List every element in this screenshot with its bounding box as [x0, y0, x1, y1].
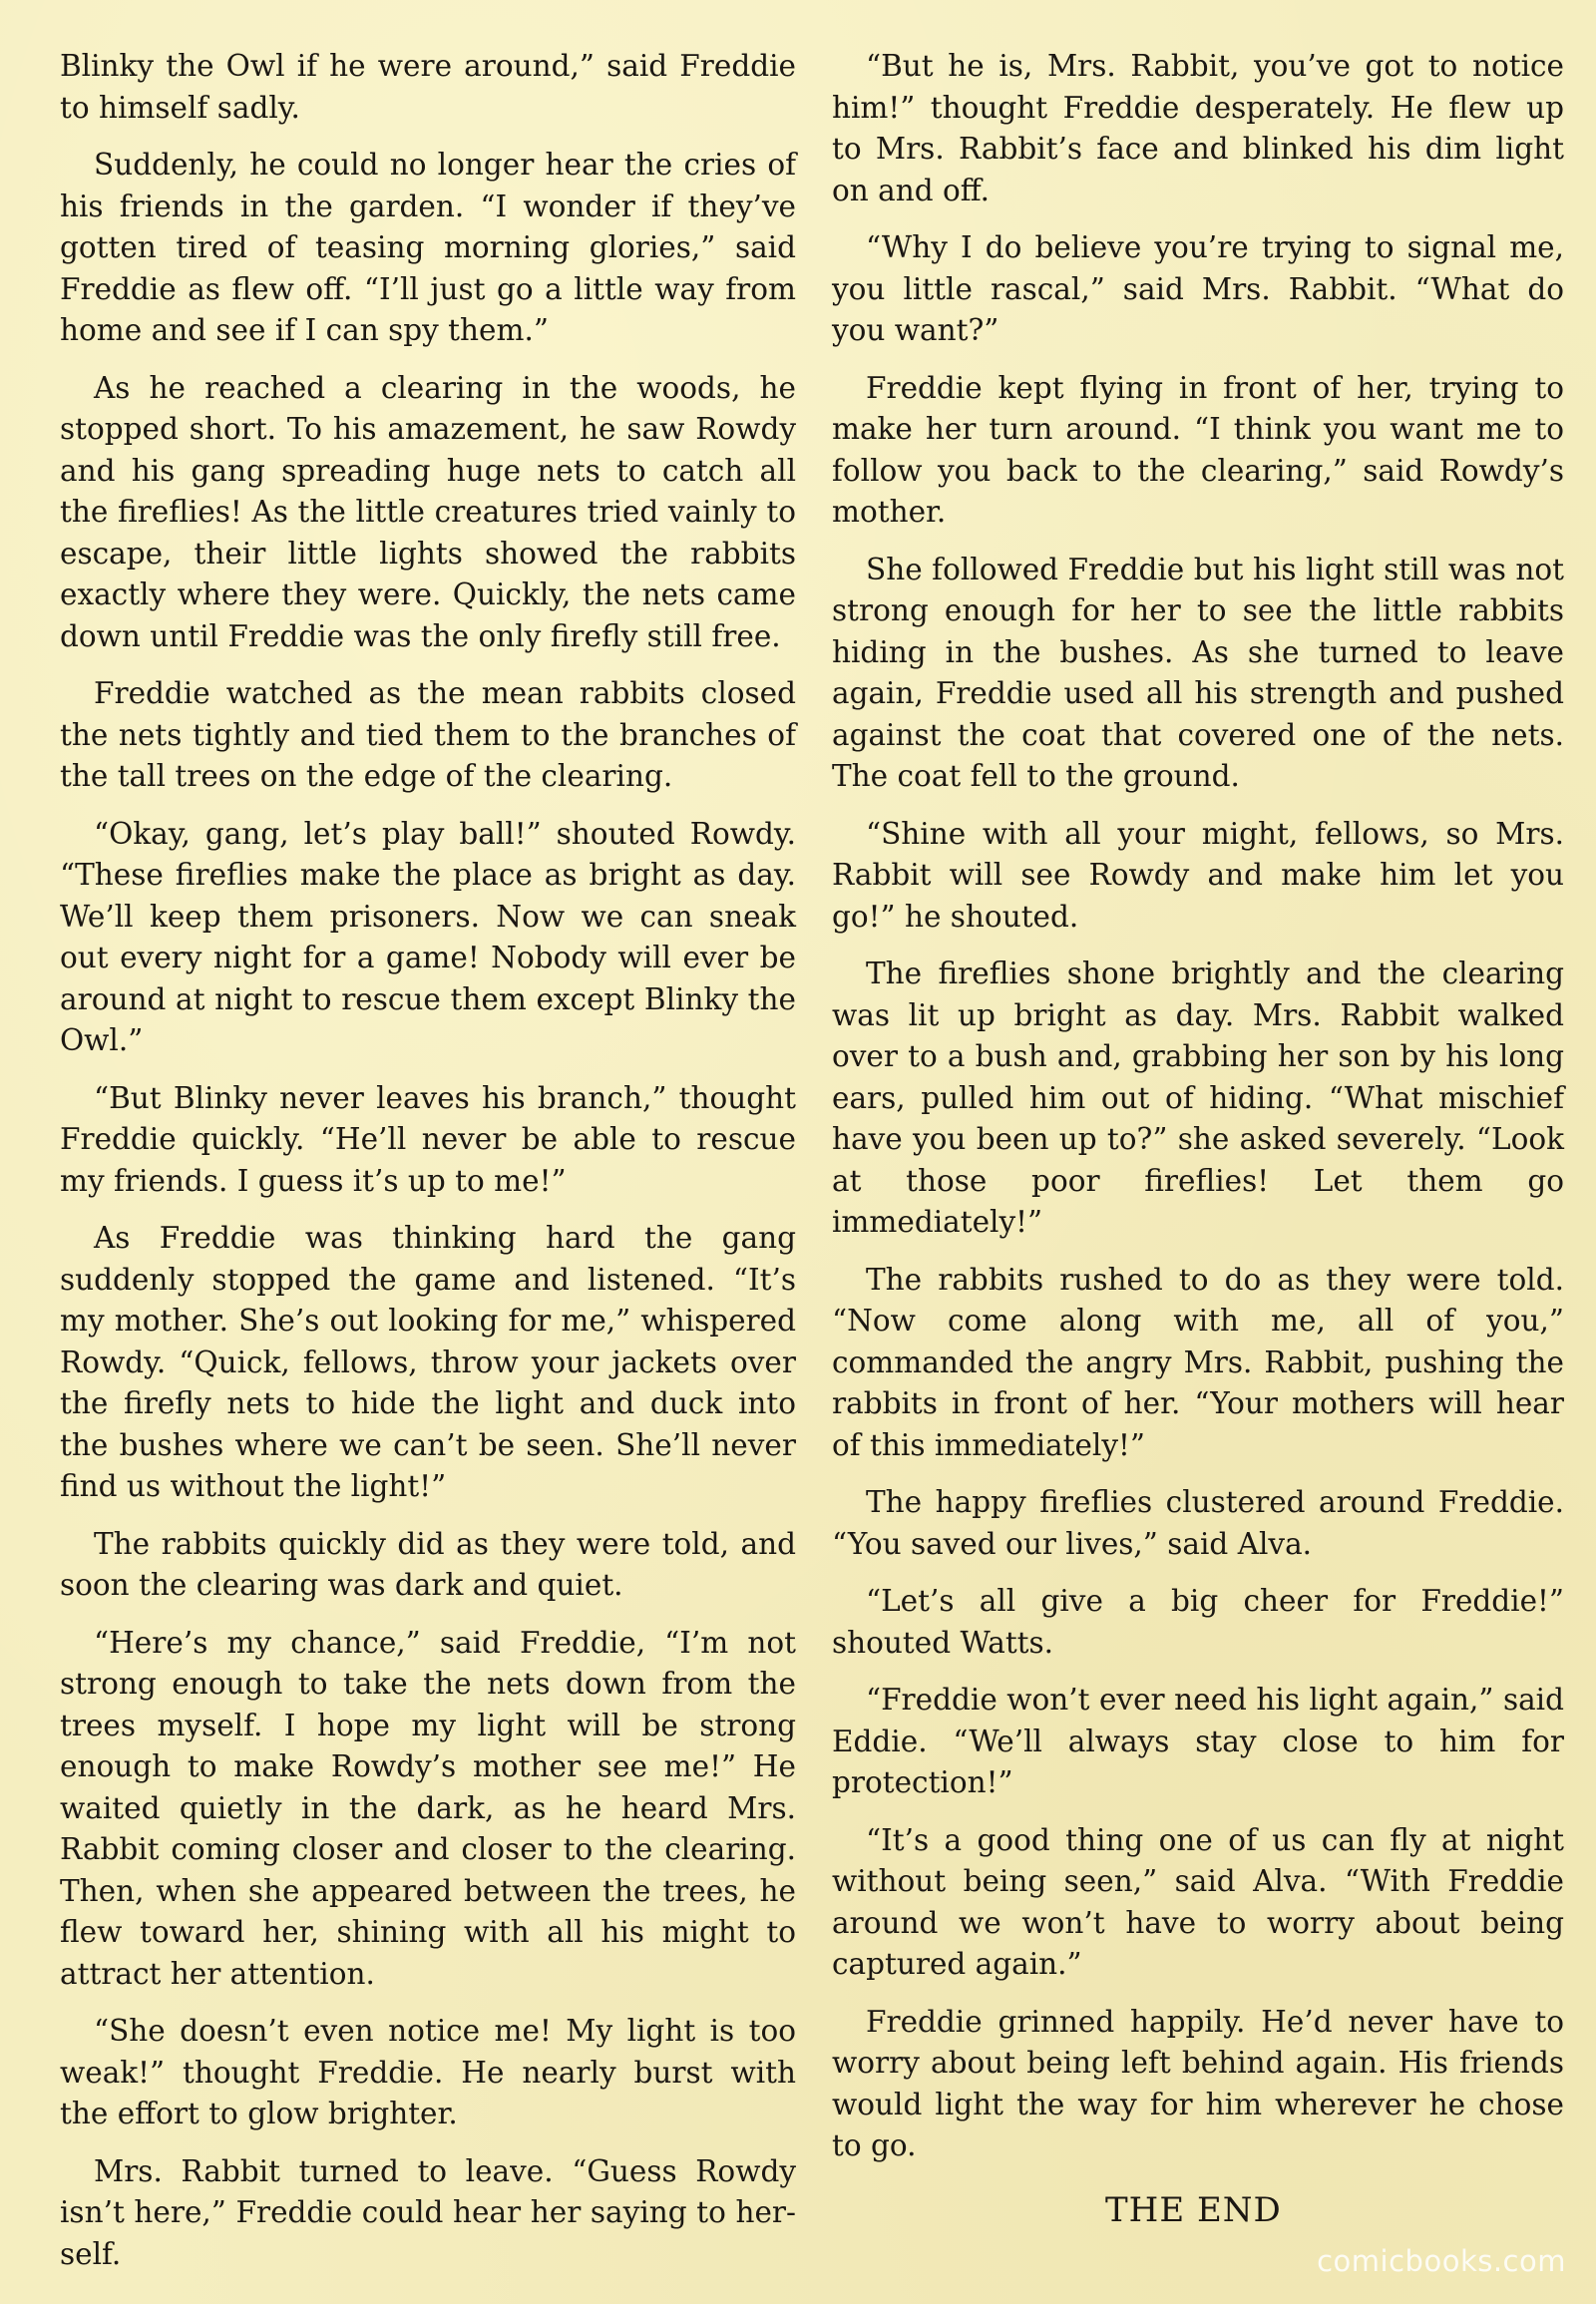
paragraph: “Okay, gang, let’s play ball!” shouted Rowdy. “These fireflies make the place as bright as day. We’ll keep them prisoners. Now we can sneak out every night for a game! Nobody will ever be around at night to rescue them except Blinky the Owl.” — [60, 816, 796, 1057]
paragraph: Freddie kept flying in front of her, trying to make her turn around. “I think you want me to follow you back to the clearing,” said Rowdy’s mother. — [832, 370, 1564, 529]
paragraph: The fireflies shone brightly and the clearing was lit up bright as day. Mrs. Rabbit walked over to a bush and, grabbing her son by his long ears, pulled him out of hiding. “What mischief have you been up to?” she asked severely. “Look at those poor fireflies! Let them go immediately!” — [832, 957, 1564, 1239]
paragraph: Mrs. Rabbit turned to leave. “Guess Rowdy isn’t here,” Freddie could hear her saying to herself. — [60, 2153, 796, 2271]
paragraph: The rabbits quickly did as they were told, and soon the clearing was dark and quiet. — [60, 1526, 796, 1602]
left-text-column — [60, 46, 796, 2291]
paragraph: As Freddie was thinking hard the gang suddenly stopped the game and listened. “It’s my mother. She’s out looking for me,” whispered Rowdy. “Quick, fellows, throw your jackets over the firefly nets to hide the light and duck into the bushes where we can’t be seen. She’ll never find us without the light!” — [60, 1221, 796, 1503]
paragraph: The happy fireflies clustered around Freddie. “You saved our lives,” said Alva. — [832, 1485, 1564, 1561]
paragraph: Blinky the Owl if he were around,” said Freddie to himself sadly. — [60, 49, 796, 125]
paragraph: “Freddie won’t ever need his light again,” said Eddie. “We’ll always stay close to him for protection!” — [832, 1683, 1564, 1799]
paragraph: “Let’s all give a big cheer for Freddie!” shouted Watts. — [832, 1584, 1564, 1660]
the-end-label: THE END — [1105, 2190, 1282, 2230]
paragraph: “Shine with all your might, fellows, so Mrs. Rabbit will see Rowdy and make him let you go!” he shouted. — [832, 816, 1564, 934]
paragraph: “She doesn’t even notice me! My light is too weak!” thought Freddie. He nearly burst with the effort to glow brighter. — [60, 2014, 796, 2130]
paragraph: She followed Freddie but his light still was not strong enough for her to see the little rabbits hiding in the bushes. As she turned to leave again, Freddie used all his strength and pushed against the coat that covered one of the nets. The coat fell to the ground. — [832, 552, 1564, 793]
right-text-column — [832, 46, 1564, 2183]
paragraph: Suddenly, he could no longer hear the cries of his friends in the garden. “I wonder if they’ve gotten tired of teasing morning glories,” said Freddie as flew off. “I’ll just go a little way from home and see if I can spy them.” — [60, 148, 796, 347]
paragraph: “Why I do believe you’re trying to signal me, you little rascal,” said Mrs. Rabbit. “What do you want?” — [832, 230, 1564, 347]
paragraph: The rabbits rushed to do as they were told. “Now come along with me, all of you,” commanded the angry Mrs. Rabbit, pushing the rabbits in front of her. “Your mothers will hear of this immediately!” — [832, 1262, 1564, 1462]
site-watermark: comicbooks.com — [1317, 2244, 1566, 2278]
paragraph: As he reached a clearing in the woods, he stopped short. To his amazement, he saw Rowdy and his gang spreading huge nets to catch all the fireflies! As the little creatures tried vainly to escape, their little lights showed the rabbits exactly where they were. Quickly, the nets came down until Freddie was the only firefly still free. — [60, 370, 796, 653]
paragraph: “But he is, Mrs. Rabbit, you’ve got to notice him!” thought Freddie desperately. He flew up to Mrs. Rabbit’s face and blinked his dim light on and off. — [832, 49, 1564, 207]
paragraph: Freddie grinned happily. He’d never have to worry about being left behind again. His friends would light the way for him wherever he chose to go. — [832, 2004, 1564, 2162]
paragraph: “But Blinky never leaves his branch,” thought Freddie quickly. “He’ll never be able to rescue my friends. I guess it’s up to me!” — [60, 1080, 796, 1198]
paragraph: “It’s a good thing one of us can fly at night without being seen,” said Alva. “With Freddie around we won’t have to worry about being captured again.” — [832, 1822, 1564, 1981]
paragraph: Freddie watched as the mean rabbits closed the nets tightly and tied them to the branches of the tall trees on the edge of the clearing. — [60, 676, 796, 793]
paragraph: “Here’s my chance,” said Freddie, “I’m not strong enough to take the nets down from the trees myself. I hope my light will be strong enough to make Rowdy’s mother see me!” He waited quietly in the dark, as he heard Mrs. Rabbit coming closer and closer to the clearing. Then, when she appeared between the trees, he flew toward her, shining with all his might to attract her attention. — [60, 1625, 796, 1991]
